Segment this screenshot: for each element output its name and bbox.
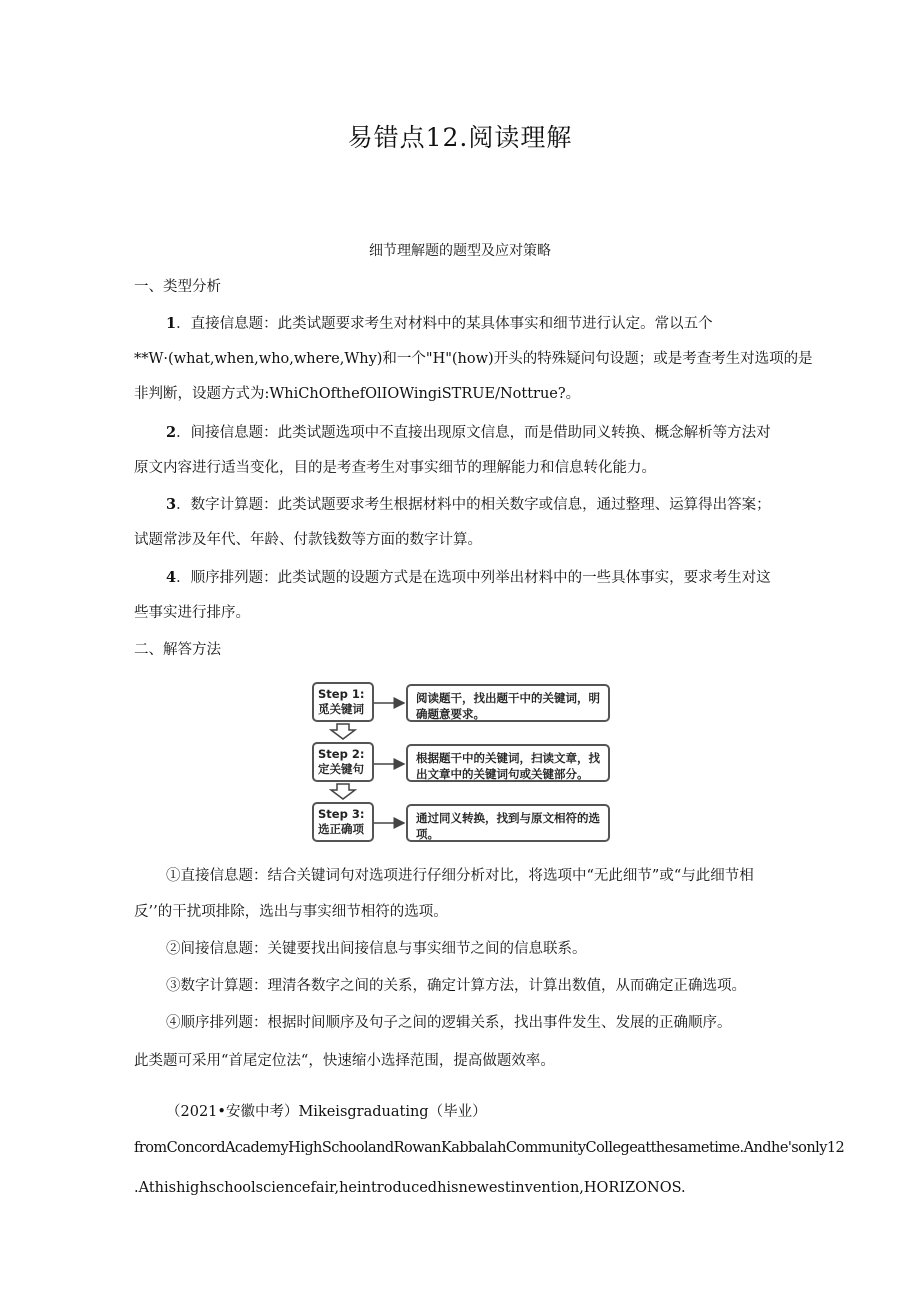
passage-line-3: .Athishighschoolsciencefair,heintroducedhisnewestinvention,HORIZONOS. bbox=[134, 1180, 686, 1196]
item-3-first-line bbox=[166, 493, 771, 514]
arrow-down-1 bbox=[331, 724, 355, 739]
item-4-text: ．顺序排列题：此类试题的设题方式是在选项中列举出材料中的一些具体事实，要求考生对这 bbox=[176, 570, 771, 586]
item-2-first-line bbox=[166, 421, 771, 442]
item-1-number: 1 bbox=[166, 315, 177, 332]
conclusion: 此类题可采用“首尾定位法“，快速缩小选择范围，提高做题效率。 bbox=[134, 1053, 555, 1069]
item-3-number: 3 bbox=[166, 496, 177, 513]
method-3: ③数字计算题：理清各数字之间的关系，确定计算方法，计算出数值，从而确定正确选项。 bbox=[166, 978, 746, 994]
item-1-text: ．直接信息题：此类试题要求考生对材料中的某具体事实和细节进行认定。常以五个 bbox=[176, 316, 713, 332]
steps-flowchart bbox=[312, 680, 612, 844]
item-3-line-2: 试题常涉及年代、年龄、付款钱数等方面的数字计算。 bbox=[134, 532, 482, 548]
step-3-description: 通过同义转换，找到与原文相符的选项。 bbox=[406, 804, 610, 842]
page-title: 易错点12.阅读理解 bbox=[347, 123, 573, 152]
section-heading-methods: 二、解答方法 bbox=[134, 642, 221, 658]
method-4: ④顺序排列题：根据时间顺序及句子之间的逻辑关系，找出事件发生、发展的正确顺序。 bbox=[166, 1015, 732, 1031]
passage-line-2: fromConcordAcademyHighSchoolandRowanKabbalahCommunityCollegeatthesametime.Andhe'sonly12 bbox=[134, 1140, 845, 1156]
item-4-number: 4 bbox=[166, 569, 177, 586]
step-1-box: Step 1: 觅关键词 bbox=[312, 682, 374, 722]
method-2: ②间接信息题：关键要找出间接信息与事实细节之间的信息联系。 bbox=[166, 941, 587, 957]
item-1-line-3: 非判断，设题方式为:WhiChOfthefOlIOWingiSTRUE/Nottrue?。 bbox=[134, 386, 581, 402]
item-4-first-line bbox=[166, 566, 771, 587]
step-2-description: 根据题干中的关键词，扫读文章，找出文章中的关键词句或关键部分。 bbox=[406, 744, 610, 782]
item-2-line-2: 原文内容进行适当变化，目的是考查考生对事实细节的理解能力和信息转化能力。 bbox=[134, 460, 656, 476]
step-3-box: Step 3: 选正确项 bbox=[312, 802, 374, 842]
item-2-number: 2 bbox=[166, 424, 177, 441]
section-subtitle: 细节理解题的题型及应对策略 bbox=[369, 243, 551, 259]
item-4-line-2: 些事实进行排序。 bbox=[134, 605, 250, 621]
arrow-down-2 bbox=[331, 784, 355, 799]
item-3-text: ．数字计算题：此类试题要求考生根据材料中的相关数字或信息，通过整理、运算得出答案； bbox=[176, 497, 771, 513]
item-2-text: ．间接信息题：此类试题选项中不直接出现原文信息，而是借助同义转换、概念解析等方法对 bbox=[176, 425, 771, 441]
method-1-line-2: 反’’的干扰项排除，选出与事实细节相符的选项。 bbox=[134, 904, 448, 920]
step-1-description: 阅读题干，找出题干中的关键词，明确题意要求。 bbox=[406, 684, 610, 722]
item-1-first-line bbox=[166, 312, 713, 333]
section-heading-types: 一、类型分析 bbox=[134, 279, 221, 295]
passage-line-1: （2021•安徽中考）Mikeisgraduating（毕业） bbox=[166, 1104, 487, 1120]
method-1-line-1: ①直接信息题：结合关键词句对选项进行仔细分析对比，将选项中“无此细节”或“与此细节相 bbox=[166, 868, 754, 884]
step-2-box: Step 2: 定关键句 bbox=[312, 742, 374, 782]
item-1-line-2: **W·(what,when,who,where,Why)和一个"H"(how)开头的特殊疑问句设题；或是考查考生对选项的是 bbox=[134, 351, 813, 367]
